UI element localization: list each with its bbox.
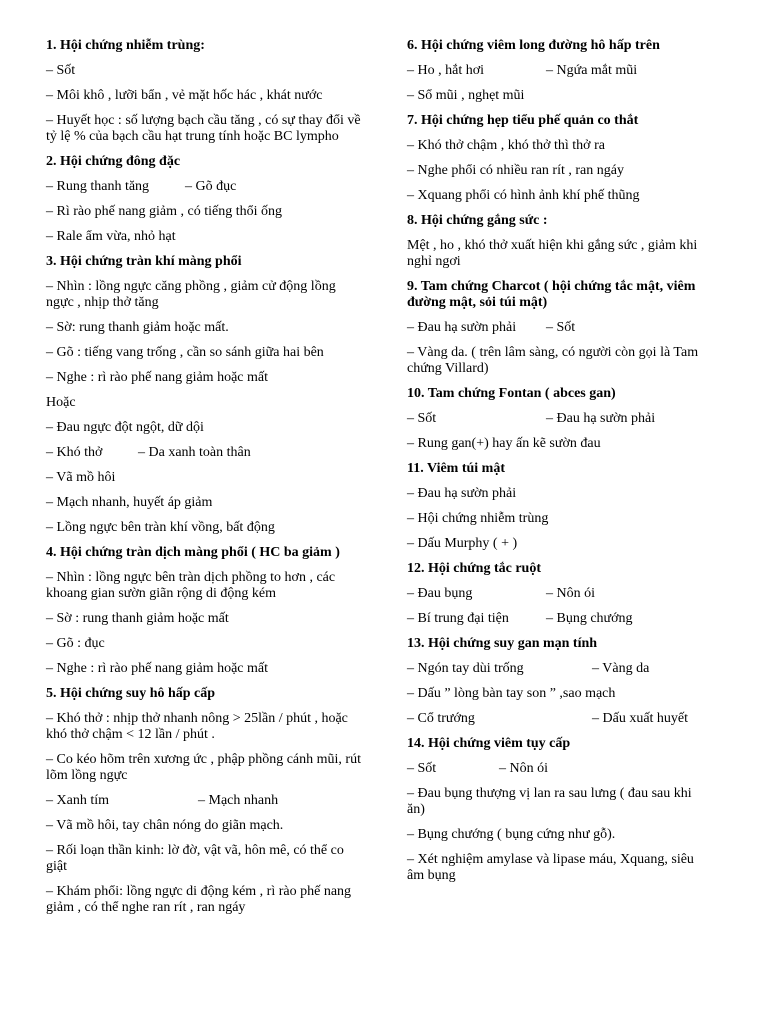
line-item: – Đau hạ sườn phải bbox=[407, 486, 517, 501]
section-heading: 12. Hội chứng tắc ruột bbox=[407, 561, 542, 576]
line-item: Hoặc bbox=[46, 395, 76, 410]
line-item: – Dấu Murphy ( + ) bbox=[407, 536, 518, 551]
line-item: – Rì rào phế nang giảm , có tiếng thổi ống bbox=[46, 204, 283, 219]
line-item: – Khám phổi: lồng ngực di động kém , rì rào phế nang giảm , có thể nghe ran rít , ran ngáy bbox=[46, 884, 352, 915]
line-item: – Sổ mũi , nghẹt mũi bbox=[407, 88, 525, 103]
section-heading: 13. Hội chứng suy gan mạn tính bbox=[407, 636, 598, 651]
line-item: – Khó thở chậm , khó thở thì thở ra bbox=[407, 138, 605, 153]
line-item-second: – Đau hạ sườn phải bbox=[546, 411, 656, 426]
line-item-second: – Vàng da bbox=[592, 661, 650, 676]
section-left-0 bbox=[46, 38, 364, 145]
line-item: – Gõ : tiếng vang trống , cần so sánh giữa hai bên bbox=[46, 345, 324, 360]
line-item: – Sốt bbox=[46, 63, 76, 78]
section-left-2 bbox=[46, 254, 364, 536]
paired-line bbox=[407, 761, 707, 777]
section-right-5 bbox=[407, 461, 707, 552]
section-left-4 bbox=[46, 686, 364, 916]
line-item-first: – Đau hạ sườn phải bbox=[407, 320, 517, 335]
paired-line bbox=[407, 411, 707, 427]
line-item-second: – Ngứa mắt mũi bbox=[546, 63, 638, 78]
line-item-second: – Sốt bbox=[546, 320, 576, 335]
paired-line bbox=[407, 63, 707, 79]
section-right-2 bbox=[407, 213, 707, 270]
section-heading: 3. Hội chứng tràn khí màng phổi bbox=[46, 254, 242, 269]
line-item: – Nghe phổi có nhiều ran rít , ran ngáy bbox=[407, 163, 624, 178]
line-item: Mệt , ho , khó thở xuất hiện khi gắng sức , giảm khi nghỉ ngơi bbox=[407, 238, 698, 269]
line-item: – Dấu ” lòng bàn tay son ” ,sao mạch bbox=[407, 686, 616, 701]
right-column bbox=[407, 38, 707, 893]
line-item-first: – Ngón tay dùi trống bbox=[407, 661, 524, 676]
section-heading: 4. Hội chứng tràn dịch màng phổi ( HC ba giảm ) bbox=[46, 545, 340, 560]
section-left-3 bbox=[46, 545, 364, 677]
paired-line bbox=[407, 661, 707, 677]
section-left-1 bbox=[46, 154, 364, 245]
section-right-6 bbox=[407, 561, 707, 627]
line-item: – Sờ: rung thanh giảm hoặc mất. bbox=[46, 320, 229, 335]
section-heading: 1. Hội chứng nhiễm trùng: bbox=[46, 38, 205, 53]
section-heading: 8. Hội chứng gắng sức : bbox=[407, 213, 548, 228]
line-item: – Rung gan(+) hay ấn kẽ sườn đau bbox=[407, 436, 601, 451]
paired-line bbox=[46, 179, 364, 195]
line-item: – Rale ẩm vừa, nhỏ hạt bbox=[46, 229, 176, 244]
line-item-first: – Bí trung đại tiện bbox=[407, 611, 509, 626]
section-heading: 14. Hội chứng viêm tụy cấp bbox=[407, 736, 571, 751]
line-item-second: – Dấu xuất huyết bbox=[592, 711, 689, 726]
line-item: – Huyết học : số lượng bạch cầu tăng , có sự thay đổi về tỷ lệ % của bạch cầu hạt trung tính hoặc BC lympho bbox=[46, 113, 361, 144]
line-item: – Rối loạn thần kinh: lờ đờ, vật vã, hôn mê, có thể co giật bbox=[46, 843, 344, 874]
line-item: – Xquang phổi có hình ảnh khí phế thũng bbox=[407, 188, 640, 203]
section-heading: 7. Hội chứng hẹp tiểu phế quản co thắt bbox=[407, 113, 639, 128]
section-right-8 bbox=[407, 736, 707, 884]
line-item-first: – Cổ trướng bbox=[407, 711, 475, 726]
line-item-first: – Sốt bbox=[407, 761, 437, 776]
section-heading: 2. Hội chứng đông đặc bbox=[46, 154, 181, 169]
line-item-first: – Rung thanh tăng bbox=[46, 179, 150, 194]
section-right-1 bbox=[407, 113, 707, 204]
paired-line bbox=[407, 711, 707, 727]
line-item: – Co kéo hõm trên xương ức , phập phồng cánh mũi, rút lõm lồng ngực bbox=[46, 752, 361, 783]
section-heading: 5. Hội chứng suy hô hấp cấp bbox=[46, 686, 216, 701]
line-item-second: – Bụng chướng bbox=[546, 611, 633, 626]
paired-line bbox=[407, 586, 707, 602]
line-item-second: – Nôn ói bbox=[499, 761, 548, 776]
paired-line bbox=[46, 793, 364, 809]
line-item: – Nghe : rì rào phế nang giảm hoặc mất bbox=[46, 661, 268, 676]
line-item: – Sờ : rung thanh giảm hoặc mất bbox=[46, 611, 229, 626]
line-item: – Vã mồ hôi bbox=[46, 470, 116, 485]
line-item: – Lồng ngực bên tràn khí vồng, bất động bbox=[46, 520, 275, 535]
line-item: – Khó thở : nhịp thở nhanh nông > 25lần / phút , hoặc khó thở chậm < 12 lần / phút . bbox=[46, 711, 348, 742]
line-item: – Đau bụng thượng vị lan ra sau lưng ( đau sau khi ăn) bbox=[407, 786, 692, 817]
line-item: – Hội chứng nhiễm trùng bbox=[407, 511, 549, 526]
line-item: – Vã mồ hôi, tay chân nóng do giãn mạch. bbox=[46, 818, 284, 833]
line-item-first: – Xanh tím bbox=[46, 793, 109, 808]
line-item-first: – Sốt bbox=[407, 411, 437, 426]
paired-line bbox=[407, 320, 707, 336]
line-item-second: – Nôn ói bbox=[546, 586, 595, 601]
line-item: – Vàng da. ( trên lâm sàng, có người còn gọi là Tam chứng Villard) bbox=[407, 345, 699, 376]
line-item-second: – Da xanh toàn thân bbox=[138, 445, 251, 460]
line-item: – Nhìn : lồng ngực bên tràn dịch phồng to hơn , các khoang gian sườn giãn rộng di động kém bbox=[46, 570, 336, 601]
line-item: – Xét nghiệm amylase và lipase máu, Xquang, siêu âm bụng bbox=[407, 852, 694, 883]
left-column bbox=[46, 38, 364, 925]
section-heading: 6. Hội chứng viêm long đường hô hấp trên bbox=[407, 38, 660, 53]
paired-line bbox=[46, 445, 364, 461]
line-item: – Nhìn : lồng ngực căng phồng , giảm cử động lồng ngực , nhịp thở tăng bbox=[46, 279, 336, 310]
line-item: – Bụng chướng ( bụng cứng như gỗ). bbox=[407, 827, 616, 842]
line-item: – Gõ : đục bbox=[46, 636, 105, 651]
line-item: – Đau ngực đột ngột, dữ dội bbox=[46, 420, 204, 435]
section-right-7 bbox=[407, 636, 707, 727]
line-item: – Mạch nhanh, huyết áp giảm bbox=[46, 495, 213, 510]
line-item-first: – Ho , hắt hơi bbox=[407, 63, 485, 78]
section-right-4 bbox=[407, 386, 707, 452]
line-item-first: – Khó thở bbox=[46, 445, 103, 460]
section-heading: 11. Viêm túi mật bbox=[407, 461, 505, 476]
section-right-3 bbox=[407, 279, 707, 377]
paired-line bbox=[407, 611, 707, 627]
section-heading: 9. Tam chứng Charcot ( hội chứng tắc mật, viêm đường mật, sỏi túi mật) bbox=[407, 279, 696, 310]
line-item-second: – Gõ đục bbox=[185, 179, 237, 194]
line-item: – Nghe : rì rào phế nang giảm hoặc mất bbox=[46, 370, 268, 385]
section-right-0 bbox=[407, 38, 707, 104]
section-heading: 10. Tam chứng Fontan ( abces gan) bbox=[407, 386, 616, 401]
line-item: – Môi khô , lưỡi bẩn , vẻ mặt hốc hác , khát nước bbox=[46, 88, 323, 103]
line-item-second: – Mạch nhanh bbox=[198, 793, 279, 808]
line-item-first: – Đau bụng bbox=[407, 586, 473, 601]
